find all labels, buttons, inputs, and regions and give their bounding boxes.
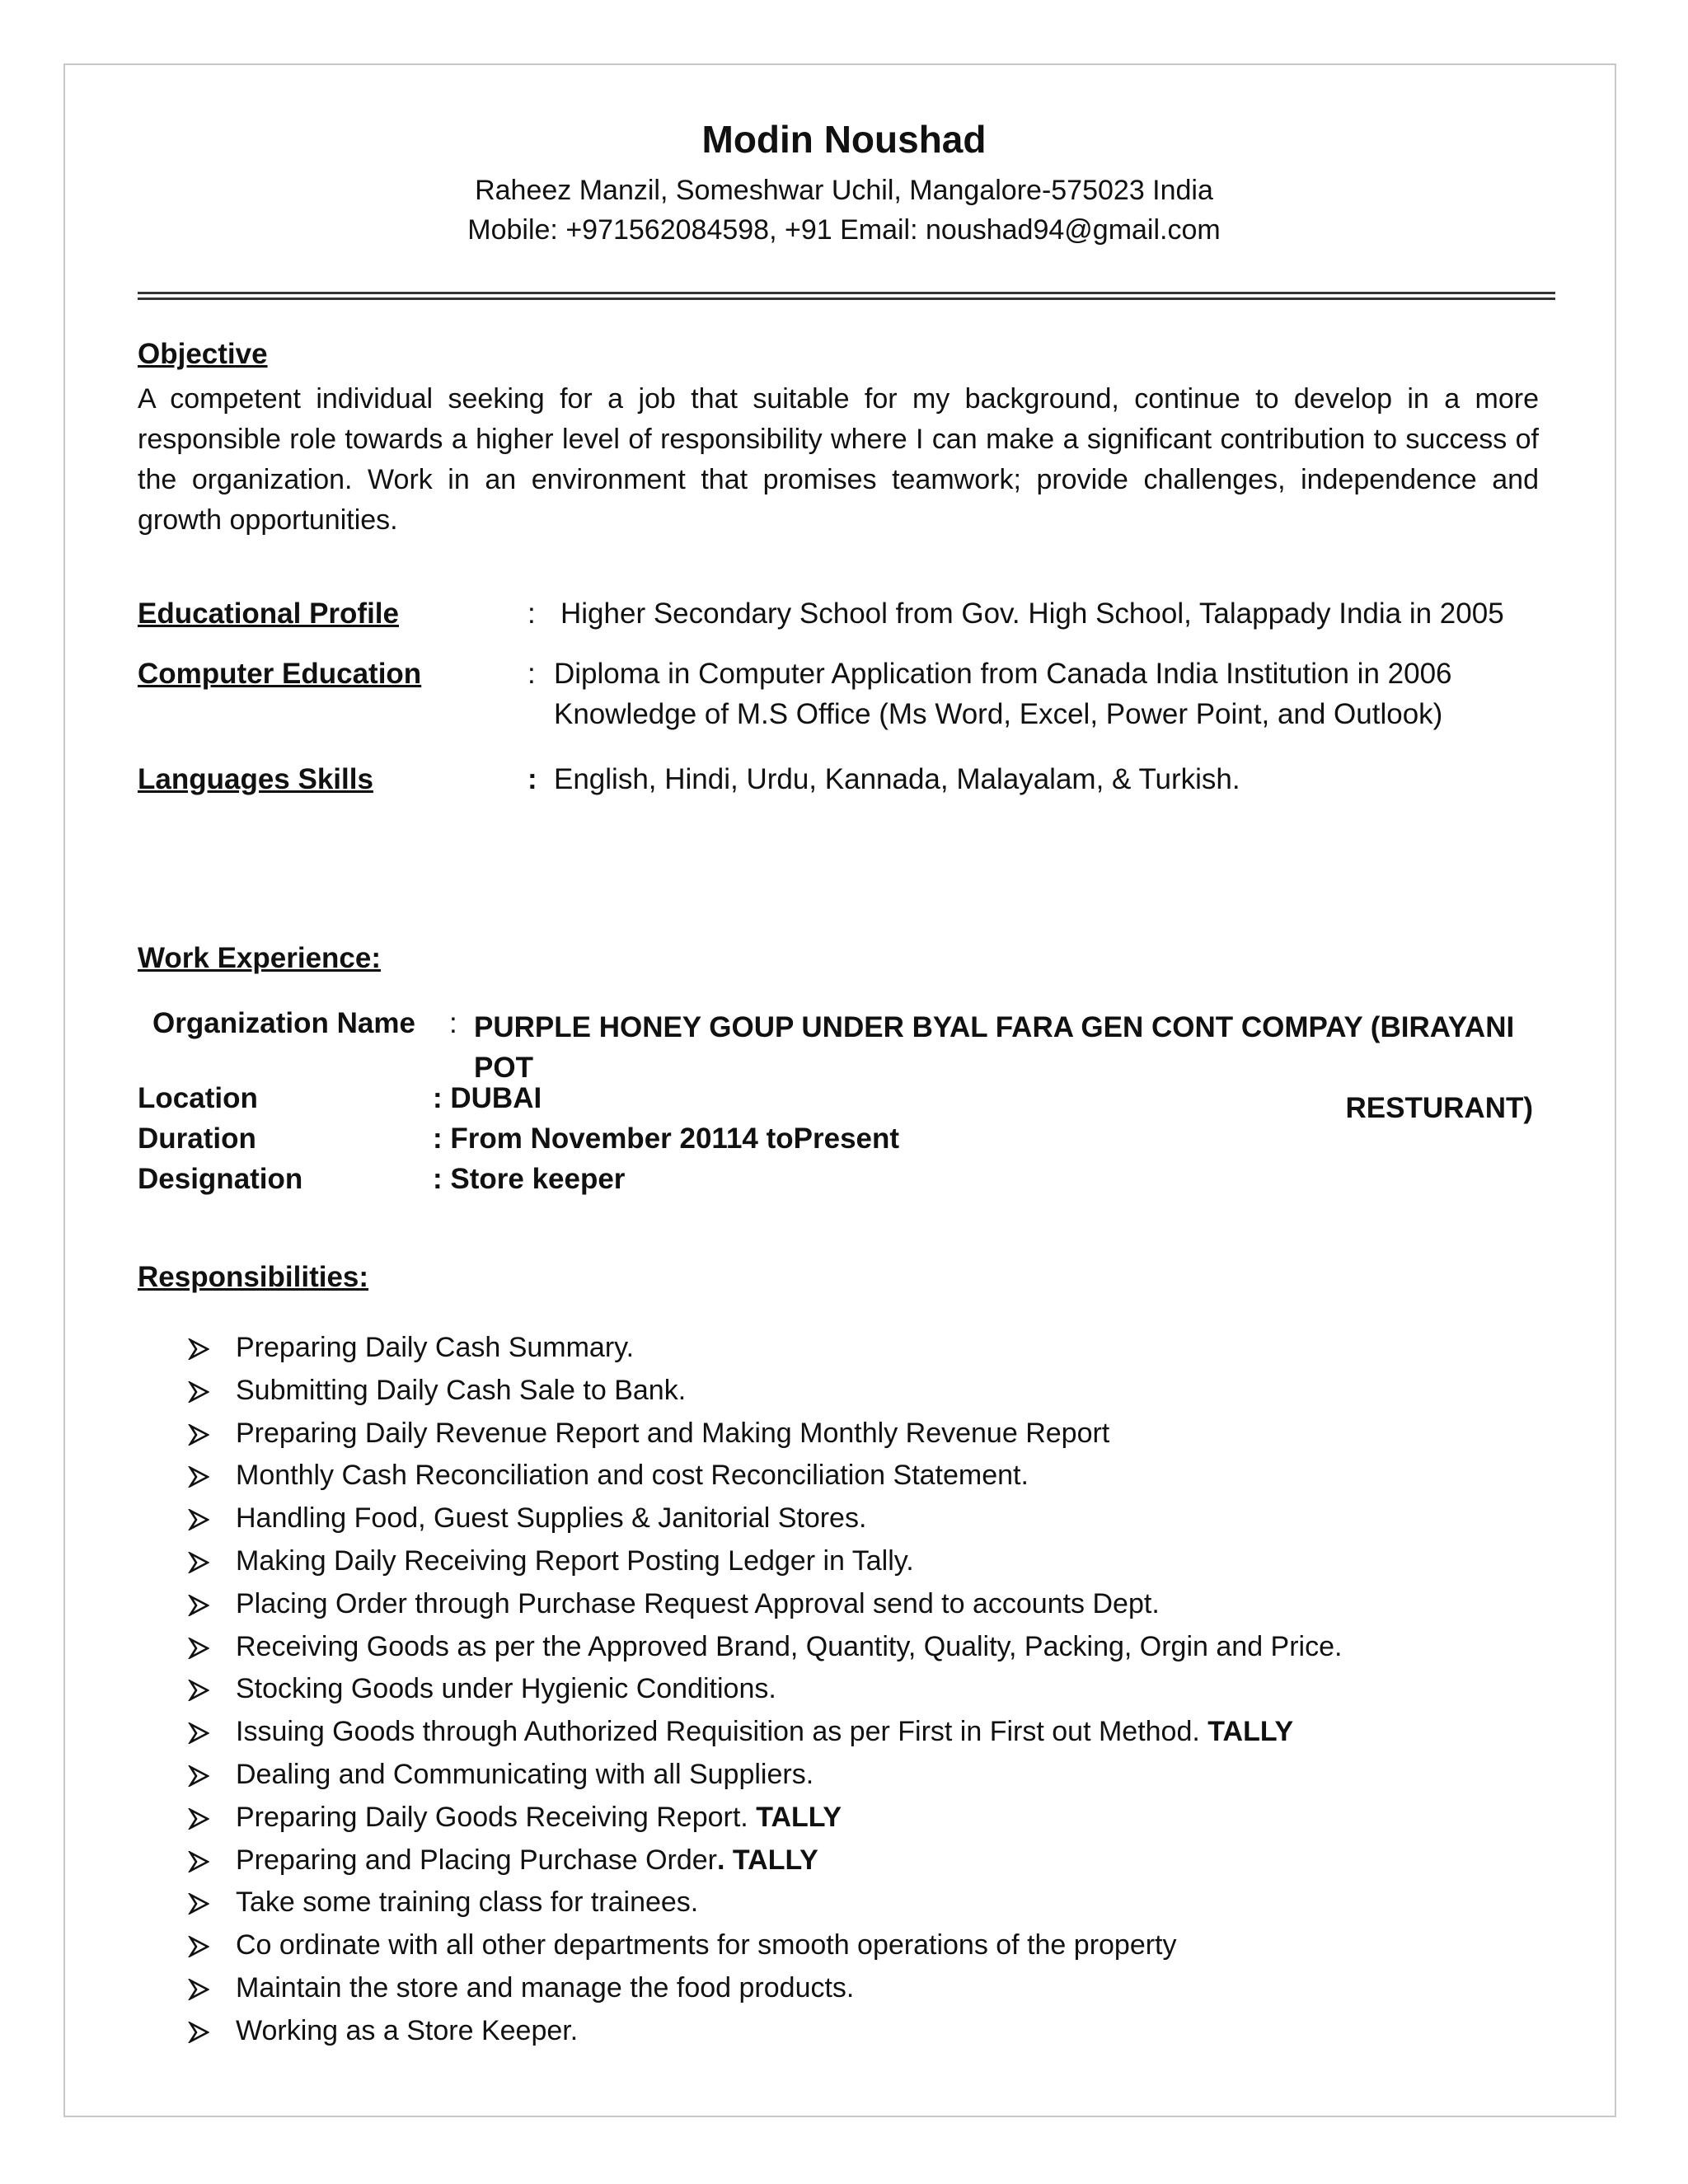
responsibility-bold-text: . TALLY — [717, 1844, 818, 1876]
arrow-bullet-icon — [188, 1765, 209, 1787]
list-item — [188, 1924, 1342, 1967]
duration-value: : From November 20114 toPresent — [433, 1122, 900, 1155]
arrow-bullet-icon — [188, 1851, 209, 1872]
designation-value: : Store keeper — [433, 1163, 626, 1195]
location-label: Location — [138, 1082, 258, 1114]
list-item — [188, 1668, 1342, 1711]
responsibility-bold-text: TALLY — [1207, 1716, 1294, 1748]
responsibility-bold-text: TALLY — [756, 1801, 842, 1833]
responsibility-text: Receiving Goods as per the Approved Brand, Quantity, Quality, Packing, Orgin and Price. — [236, 1630, 1343, 1662]
arrow-bullet-icon — [188, 1893, 209, 1915]
education-label: Educational Profile — [138, 598, 399, 630]
arrow-bullet-icon — [188, 1722, 209, 1744]
responsibility-text: Monthly Cash Reconciliation and cost Reconciliation Statement. — [236, 1460, 1029, 1492]
responsibility-text: Preparing Daily Cash Summary. — [236, 1332, 635, 1363]
list-item — [188, 1455, 1342, 1497]
list-item — [188, 1797, 1342, 1840]
responsibility-text: Preparing and Placing Purchase Order — [236, 1844, 717, 1876]
responsibility-text: Working as a Store Keeper. — [236, 2014, 579, 2046]
responsibility-text: Making Daily Receiving Report Posting Ledger in Tally. — [236, 1544, 914, 1577]
work-experience-title: Work Experience: — [138, 942, 382, 974]
computer-education-label: Computer Education — [138, 658, 422, 690]
list-item — [188, 1583, 1342, 1626]
responsibility-text: Co ordinate with all other departments for smooth operations of the property — [236, 1929, 1177, 1961]
arrow-bullet-icon — [188, 1808, 209, 1830]
arrow-bullet-icon — [188, 2022, 209, 2043]
responsibility-text: Preparing Daily Revenue Report and Making Monthly Revenue Report — [236, 1417, 1110, 1449]
languages-colon: : — [528, 763, 537, 795]
responsibility-text: Submitting Daily Cash Sale to Bank. — [236, 1374, 687, 1406]
organization-value-line-1: PURPLE HONEY GOUP UNDER BYAL FARA GEN CONT COMPAY (BIRAYANI POT — [474, 1011, 1515, 1084]
list-item — [188, 1370, 1342, 1413]
arrow-bullet-icon — [188, 1680, 209, 1701]
responsibility-text: Maintain the store and manage the food products. — [236, 1971, 855, 2004]
responsibility-text: Placing Order through Purchase Request Approval send to accounts Dept. — [236, 1587, 1160, 1619]
computer-education-value-2: Knowledge of M.S Office (Ms Word, Excel, Power Point, and Outlook) — [554, 698, 1443, 730]
arrow-bullet-icon — [188, 1936, 209, 1957]
organization-value — [474, 1007, 1533, 1128]
responsibility-text: Preparing Daily Goods Receiving Report. — [236, 1801, 757, 1833]
objective-text: A competent individual seeking for a job that suitable for my background, continue to develop in a more responsible role towards a higher level of responsibility where I can make a significant contribution to success of the organization. Work in an environment that promises teamwork; provide challenges, independence and growth opportunities. — [138, 383, 1539, 536]
arrow-bullet-icon — [188, 1424, 209, 1446]
arrow-bullet-icon — [188, 1338, 209, 1360]
responsibility-text: Handling Food, Guest Supplies & Janitorial Stores. — [236, 1502, 867, 1535]
arrow-bullet-icon — [188, 1381, 209, 1403]
computer-education-value-1: Diploma in Computer Application from Canada India Institution in 2006 — [554, 658, 1452, 690]
computer-education-colon: : — [528, 658, 536, 690]
arrow-bullet-icon — [188, 1595, 209, 1616]
responsibilities-list — [188, 1327, 1342, 2053]
location-value: : DUBAI — [433, 1082, 542, 1114]
list-item — [188, 1497, 1342, 1540]
list-item — [188, 1626, 1342, 1669]
arrow-bullet-icon — [188, 1509, 209, 1530]
objective-title: Objective — [138, 338, 268, 370]
candidate-contact: Mobile: +971562084598, +91 Email: noushad94@gmail.com — [467, 214, 1221, 246]
list-item — [188, 1967, 1342, 2010]
list-item — [188, 1882, 1342, 1924]
list-item — [188, 1754, 1342, 1797]
candidate-name: Modin Noushad — [701, 118, 987, 161]
languages-value: English, Hindi, Urdu, Kannada, Malayalam, & Turkish. — [554, 763, 1240, 795]
arrow-bullet-icon — [188, 1638, 209, 1659]
list-item — [188, 1540, 1342, 1583]
languages-label: Languages Skills — [138, 763, 373, 795]
arrow-bullet-icon — [188, 1979, 209, 2000]
list-item — [188, 2010, 1342, 2053]
arrow-bullet-icon — [188, 1466, 209, 1488]
education-colon: : — [528, 598, 536, 630]
list-item — [188, 1413, 1342, 1455]
duration-label: Duration — [138, 1122, 256, 1155]
designation-label: Designation — [138, 1163, 303, 1195]
responsibility-text: Take some training class for trainees. — [236, 1886, 699, 1919]
responsibility-text: Dealing and Communicating with all Suppliers. — [236, 1758, 814, 1790]
responsibilities-title: Responsibilities: — [138, 1261, 369, 1293]
responsibility-text: Issuing Goods through Authorized Requisition as per First in First out Method. — [236, 1716, 1208, 1748]
list-item — [188, 1711, 1342, 1754]
organization-value-line-2: RESTURANT) — [1345, 1092, 1533, 1124]
responsibility-text: Stocking Goods under Hygienic Conditions. — [236, 1673, 776, 1705]
list-item — [188, 1327, 1342, 1370]
candidate-address: Raheez Manzil, Someshwar Uchil, Mangalore-575023 India — [475, 175, 1213, 206]
header-divider-top — [138, 292, 1555, 294]
arrow-bullet-icon — [188, 1552, 209, 1573]
list-item — [188, 1840, 1342, 1882]
organization-colon: : — [449, 1007, 457, 1039]
header-divider-bottom — [138, 298, 1555, 300]
education-value: Higher Secondary School from Gov. High School, Talappady India in 2005 — [560, 598, 1504, 630]
organization-label: Organization Name — [152, 1007, 415, 1039]
